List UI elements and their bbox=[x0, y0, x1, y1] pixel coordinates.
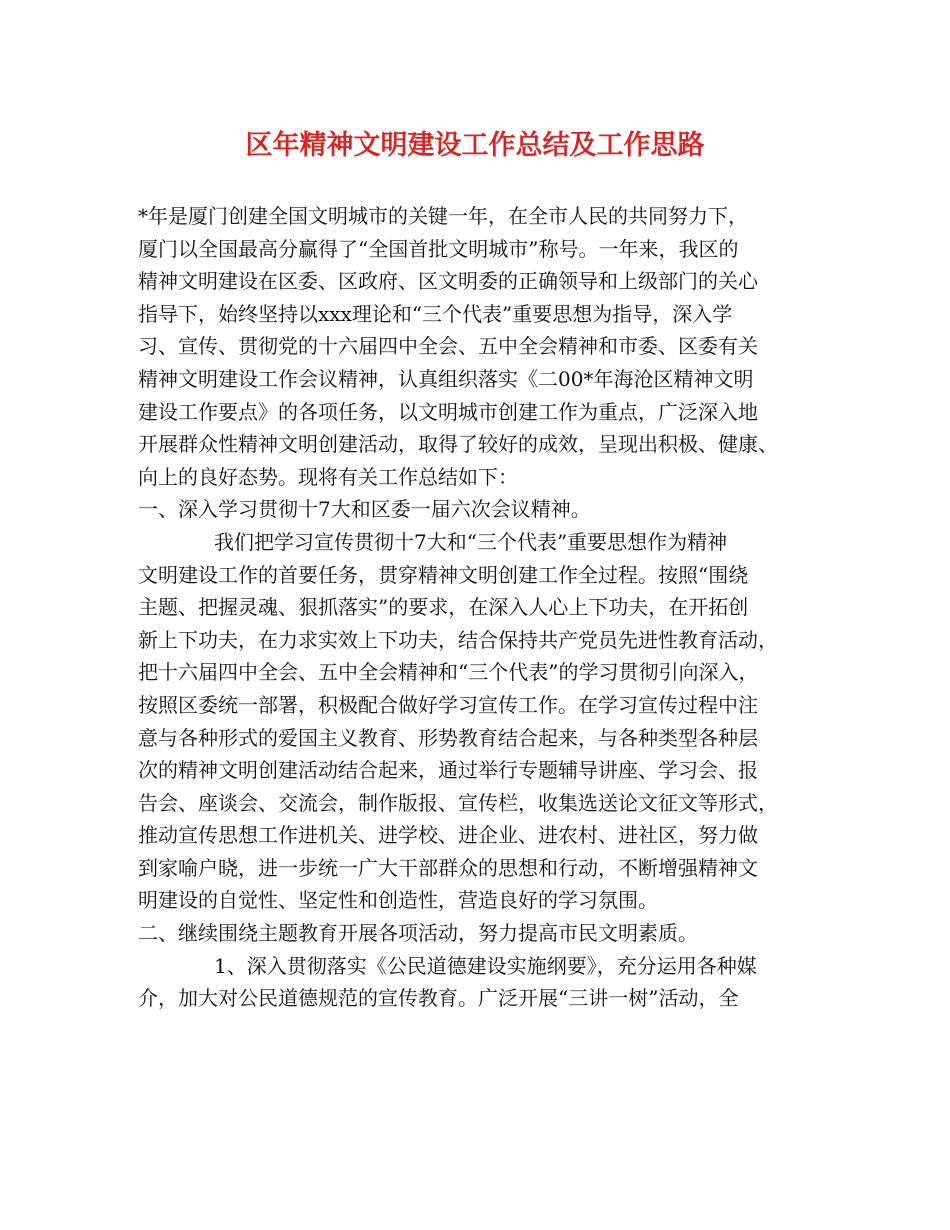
section-heading-1: 一、深入学习贯彻十7大和区委一届六次会议精神。 bbox=[138, 497, 591, 522]
body-line: 到家喻户晓，进一步统一广大干部群众的思想和行动，不断增强精神文 bbox=[138, 855, 758, 880]
body-line: 厦门以全国最高分赢得了“全国首批文明城市”称号。一年来，我区的 bbox=[138, 236, 739, 261]
body-line: *年是厦门创建全国文明城市的关键一年，在全市人民的共同努力下， bbox=[138, 204, 748, 228]
section-heading-2: 二、继续围绕主题教育开展各项活动，努力提高市民文明素质。 bbox=[138, 921, 698, 946]
body-line: 主题、把握灵魂、狠抓落实”的要求，在深入人心上下功夫，在开拓创 bbox=[138, 595, 749, 620]
body-line: 精神文明建设工作会议精神，认真组织落实《二00*年海沧区精神文明 bbox=[138, 366, 754, 391]
body-line: 次的精神文明创建活动结合起来，通过举行专题辅导讲座、学习会、报 bbox=[138, 758, 758, 783]
body-line: 推动宣传思想工作进机关、进学校、进企业、进农村、进社区，努力做 bbox=[138, 823, 758, 848]
body-line: 指导下，始终坚持以xxx理论和“三个代表”重要思想为指导，深入学 bbox=[138, 301, 733, 326]
body-line: 建设工作要点》的各项任务，以文明城市创建工作为重点，广泛深入地 bbox=[138, 399, 758, 424]
body-line: 介，加大对公民道德规范的宣传教育。广泛开展“三讲一树”活动，全 bbox=[138, 986, 739, 1011]
document-body bbox=[138, 200, 828, 1015]
body-line: 开展群众性精神文明创建活动，取得了较好的成效，呈现出积极、健康、 bbox=[138, 432, 778, 457]
body-line: 我们把学习宣传贯彻十7大和“三个代表”重要思想作为精神 bbox=[214, 529, 728, 554]
body-line: 告会、座谈会、交流会，制作版报、宣传栏，收集选送论文征文等形式， bbox=[138, 790, 778, 815]
body-line: 明建设的自觉性、坚定性和创造性，营造良好的学习氛围。 bbox=[138, 888, 658, 913]
body-line: 向上的良好态势。现将有关工作总结如下： bbox=[138, 464, 518, 489]
body-line: 按照区委统一部署，积极配合做好学习宣传工作。在学习宣传过程中注 bbox=[138, 692, 758, 717]
body-line: 把十六届四中全会、五中全会精神和“三个代表”的学习贯彻引向深入， bbox=[138, 660, 759, 685]
body-line: 习、宣传、贯彻党的十六届四中全会、五中全会精神和市委、区委有关 bbox=[138, 334, 758, 359]
body-line: 1、深入贯彻落实《公民道德建设实施纲要》，充分运用各种媒 bbox=[214, 953, 757, 978]
body-line: 精神文明建设在区委、区政府、区文明委的正确领导和上级部门的关心 bbox=[138, 269, 758, 294]
body-line: 意与各种形式的爱国主义教育、形势教育结合起来，与各种类型各种层 bbox=[138, 725, 758, 750]
body-line: 文明建设工作的首要任务，贯穿精神文明创建工作全过程。按照“围绕 bbox=[138, 562, 749, 587]
body-line: 新上下功夫，在力求实效上下功夫，结合保持共产党员先进性教育活动， bbox=[138, 627, 778, 652]
document-title: 区年精神文明建设工作总结及工作思路 bbox=[245, 130, 705, 161]
